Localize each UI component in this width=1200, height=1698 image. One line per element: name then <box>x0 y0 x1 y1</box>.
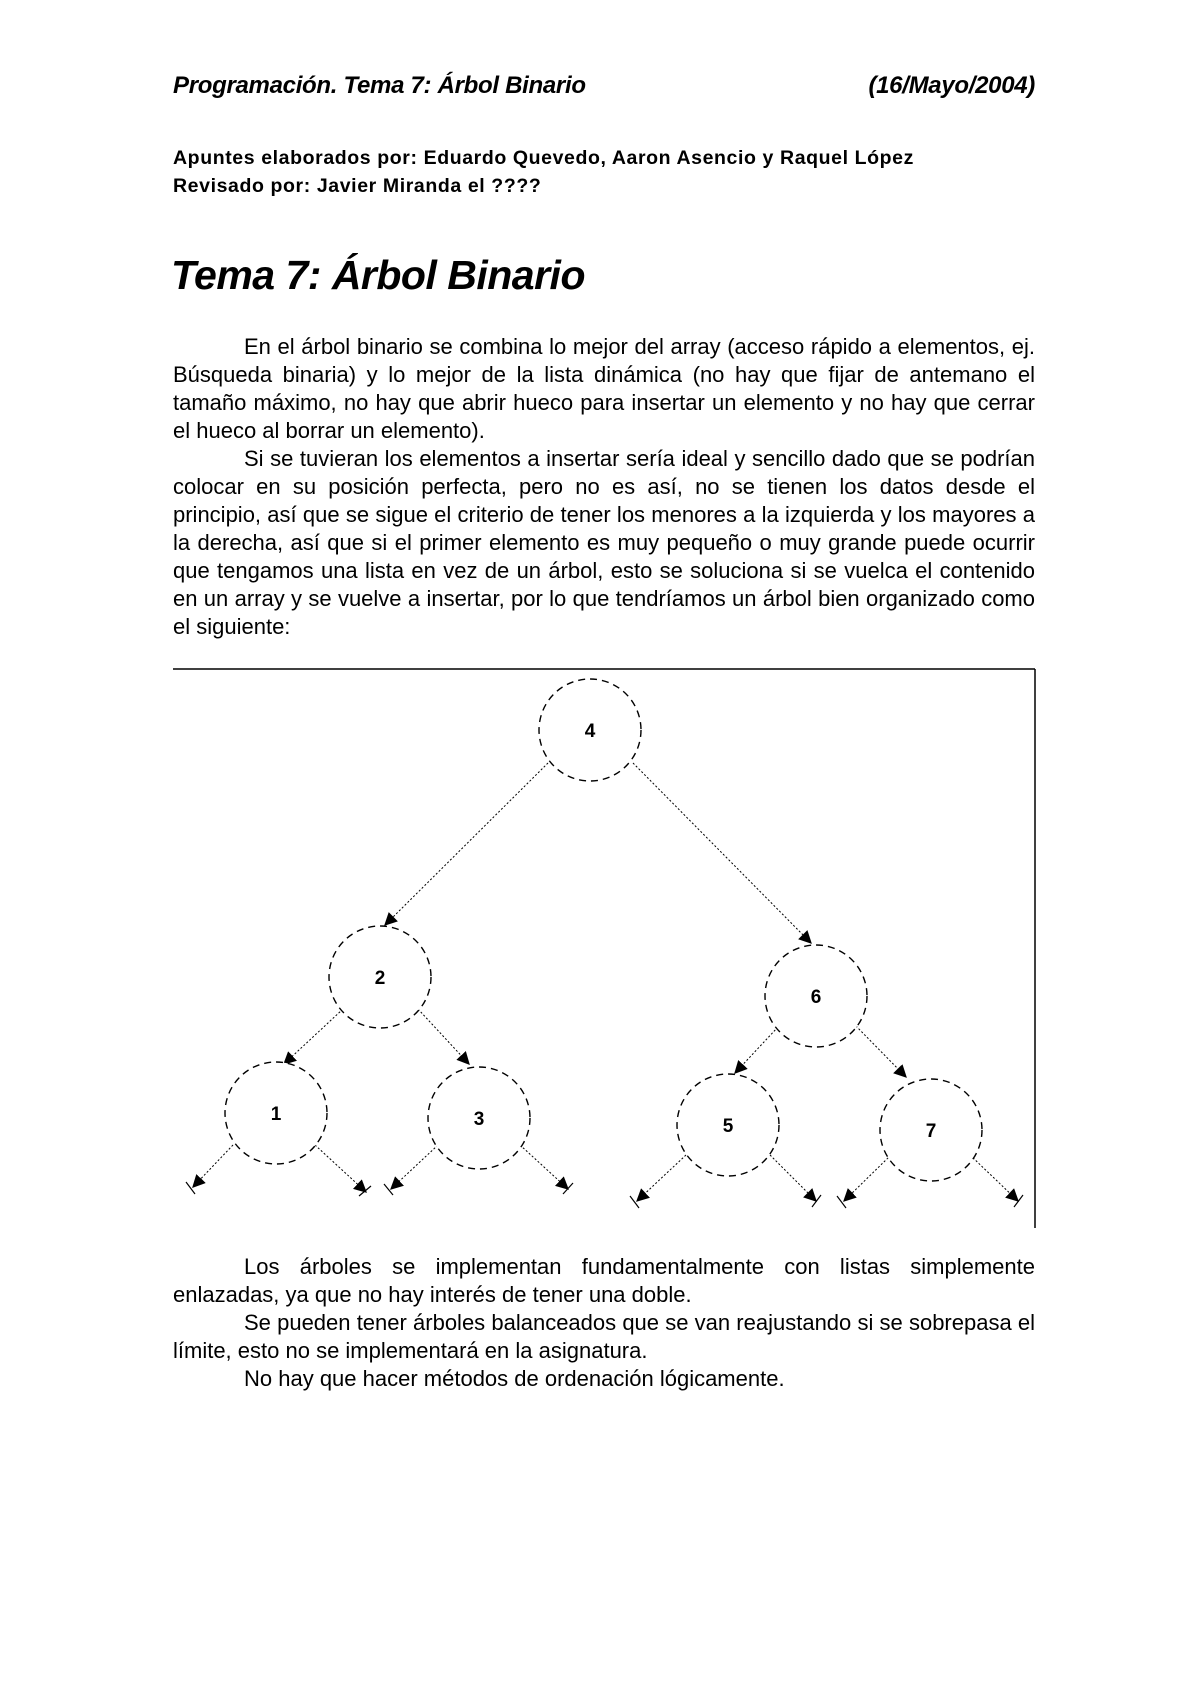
tree-node-label: 1 <box>270 1104 282 1125</box>
edge-4-6 <box>633 763 811 943</box>
null-5-right <box>770 1155 816 1201</box>
binary-tree-figure <box>173 668 1036 1228</box>
paragraph: No hay que hacer métodos de ordenación lógicamente. <box>244 1366 785 1391</box>
null-bar <box>359 1186 371 1196</box>
header-title: Programación. Tema 7: Árbol Binario <box>173 72 586 99</box>
null-bar <box>384 1184 393 1195</box>
tree-node-label: 7 <box>925 1121 937 1142</box>
edge-4-2 <box>385 763 548 925</box>
null-5-left <box>637 1155 686 1201</box>
binary-tree-diagram <box>173 668 1036 1228</box>
tree-node-label: 4 <box>584 721 596 742</box>
paragraph: Si se tuvieran los elementos a insertar sería ideal y sencillo dado que se podrían colocar en su posición perfecta, pero no es así, no se tienen los datos desde el principio, así que se sigue el criterio de tener los menores a la izquierda y los mayores a la derecha, así que si el primer elemento es muy pequeño o muy grande puede ocurrir que tengamos una lista en vez de un árbol, esto se soluciona si se vuelca el contenido en un array y se vuelve a insertar, por lo que tendríamos un árbol bien organizado como el siguiente: <box>173 446 1035 639</box>
authors-line: Apuntes elaborados por: Eduardo Quevedo, Aaron Asencio y Raquel López <box>173 147 914 169</box>
intro-paragraphs <box>173 333 1035 641</box>
null-bar <box>1014 1195 1023 1207</box>
reviewer-line: Revisado por: Javier Miranda el ???? <box>173 175 542 197</box>
tree-node-label: 5 <box>722 1116 734 1137</box>
null-7-right <box>970 1155 1018 1201</box>
edge-2-3 <box>418 1009 469 1064</box>
null-bar <box>812 1195 821 1207</box>
null-bar <box>563 1183 573 1194</box>
credits <box>173 144 914 200</box>
null-3-left <box>391 1145 438 1189</box>
paragraph: Se pueden tener árboles balanceados que se van reajustando si se sobrepasa el límite, esto no se implementará en la asignatura. <box>173 1310 1035 1363</box>
paragraph: Los árboles se implementan fundamentalmente con listas simplemente enlazadas, ya que no hay interés de tener una doble. <box>173 1254 1035 1307</box>
page-header <box>173 72 1035 106</box>
paragraph: En el árbol binario se combina lo mejor del array (acceso rápido a elementos, ej. Búsqueda binaria) y lo mejor de la lista dinámica (no hay que fijar de antemano el tamaño máximo, no hay que abrir hueco para insertar un elemento y no hay que cerrar el hueco al borrar un elemento). <box>173 334 1035 443</box>
null-1-left <box>193 1145 233 1187</box>
tree-node-label: 2 <box>374 968 386 989</box>
edge-6-5 <box>735 1027 778 1073</box>
tree-node-label: 6 <box>810 987 822 1008</box>
null-bar <box>186 1182 195 1194</box>
document-title: Tema 7: Árbol Binario <box>171 252 585 298</box>
null-7-left <box>844 1155 891 1201</box>
edge-2-1 <box>284 1009 343 1064</box>
null-bar <box>630 1196 639 1208</box>
null-1-right <box>315 1145 366 1192</box>
edge-6-7 <box>853 1023 906 1077</box>
closing-paragraphs <box>173 1253 1035 1393</box>
tree-node-label: 3 <box>473 1109 485 1130</box>
null-bar <box>837 1196 846 1208</box>
header-date: (16/Mayo/2004) <box>868 72 1035 99</box>
null-3-right <box>520 1145 568 1189</box>
